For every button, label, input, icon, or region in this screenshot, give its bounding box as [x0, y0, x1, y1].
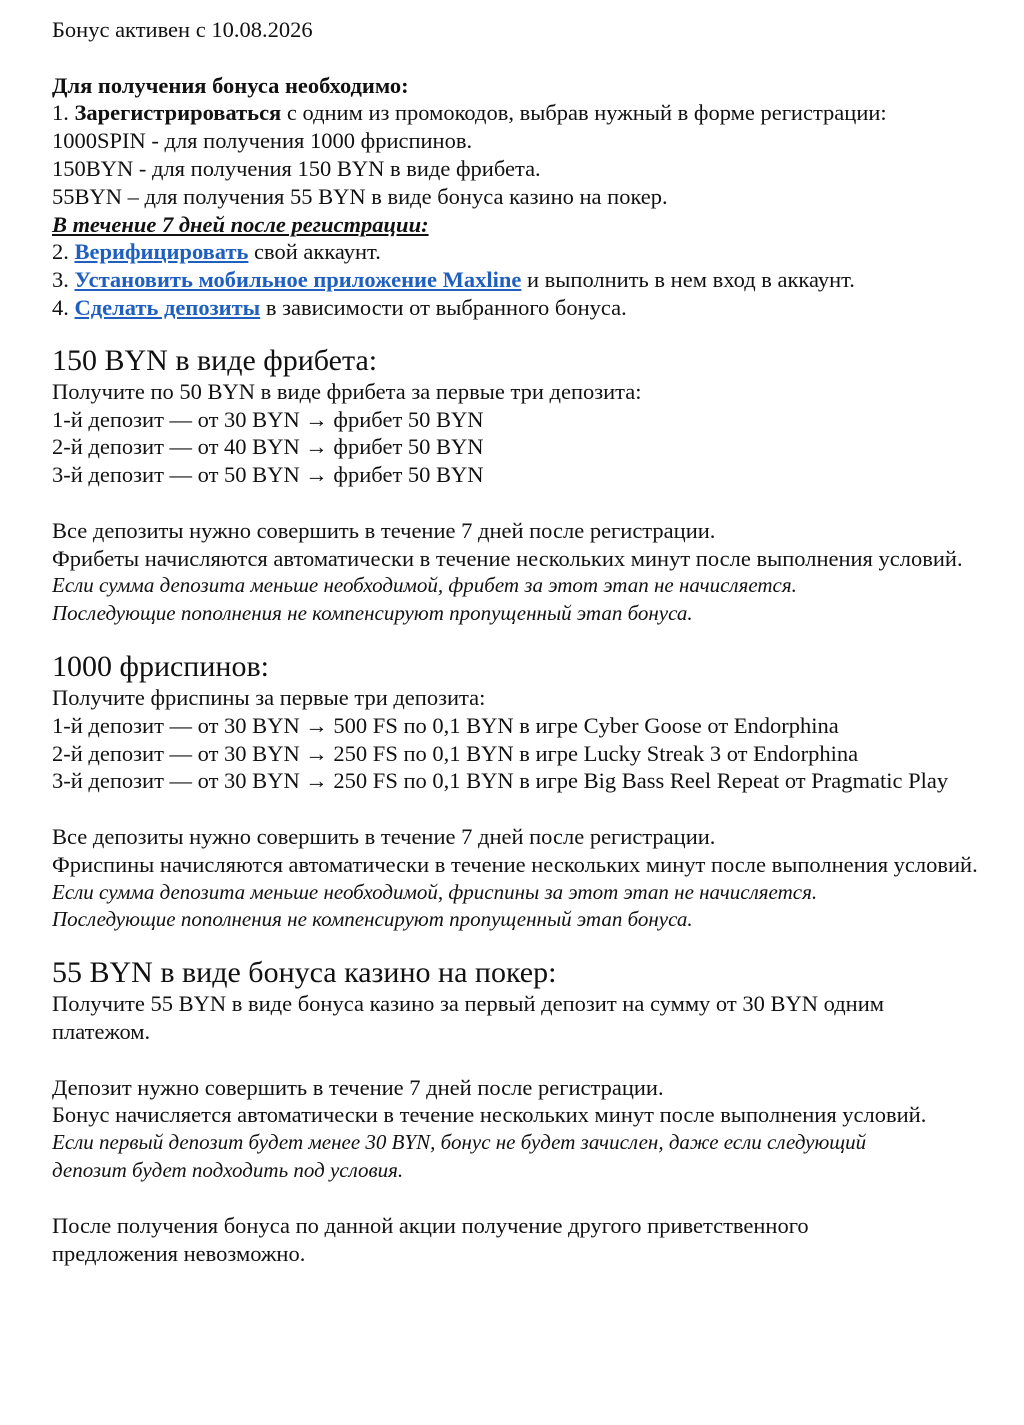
poker-heading: 55 BYN в виде бонуса казино на покер:: [52, 956, 557, 990]
step-2-text: свой аккаунт.: [248, 239, 381, 265]
freespins-tier-3: 3-й депозит — от 30 BYN → 250 FS по 0,1 BYN в игре Big Bass Reel Repeat от Pragmatic Play: [52, 768, 949, 794]
step-2: [52, 238, 982, 266]
step-1-register: Зарегистрироваться: [74, 100, 282, 126]
step-1-number: 1.: [52, 100, 75, 126]
poker-note: Если первый депозит будет менее 30 BYN, бонус не будет зачислен, даже если следующий депозит будет подходить под условия.: [52, 1130, 867, 1182]
freebet-deadline: Все депозиты нужно совершить в течение 7 дней после регистрации.: [52, 517, 716, 543]
make-deposits-link[interactable]: Сделать депозиты: [74, 294, 261, 320]
document-body: [52, 16, 982, 1268]
poker-lead: Получите 55 BYN в виде бонуса казино за первый депозит на сумму от 30 BYN одним платежом.: [52, 991, 884, 1044]
freebet-lead: Получите по 50 BYN в виде фрибета за первые три депозита:: [52, 378, 642, 404]
step-3-text: и выполнить в нем вход в аккаунт.: [521, 267, 855, 293]
step-3-number: 3.: [52, 267, 75, 293]
freebet-heading: 150 BYN в виде фрибета:: [52, 343, 378, 377]
promo-55byn: 55BYN – для получения 55 BYN в виде бонуса казино на покер.: [52, 183, 668, 209]
freebet-tier-2: 2-й депозит — от 40 BYN → фрибет 50 BYN: [52, 434, 484, 460]
step-2-number: 2.: [52, 239, 75, 265]
step-4: [52, 294, 982, 322]
step-1: [52, 99, 982, 127]
install-app-link[interactable]: Установить мобильное приложение Maxline: [74, 267, 522, 293]
bonus-active-date: Бонус активен с 10.08.2026: [52, 17, 313, 42]
freespins-note-2: Последующие пополнения не компенсируют пропущенный этап бонуса.: [52, 907, 693, 932]
freebet-note-1: Если сумма депозита меньше необходимой, фрибет за этот этап не начисляется.: [52, 573, 797, 598]
freebet-note-2: Последующие пополнения не компенсируют пропущенный этап бонуса.: [52, 601, 693, 626]
freebet-tier-1: 1-й депозит — от 30 BYN → фрибет 50 BYN: [52, 406, 484, 432]
freebet-tier-3: 3-й депозит — от 50 BYN → фрибет 50 BYN: [52, 462, 484, 488]
promo-150byn: 150BYN - для получения 150 BYN в виде фрибета.: [52, 155, 541, 181]
poker-auto-credit: Бонус начисляется автоматически в течение нескольких минут после выполнения условий.: [52, 1102, 927, 1128]
requirements-title: Для получения бонуса необходимо:: [52, 72, 409, 98]
poker-deadline: Депозит нужно совершить в течение 7 дней после регистрации.: [52, 1074, 664, 1100]
step-3: [52, 266, 982, 294]
freespins-deadline: Все депозиты нужно совершить в течение 7 дней после регистрации.: [52, 823, 716, 849]
freespins-lead: Получите фриспины за первые три депозита:: [52, 684, 486, 710]
step-1-text: с одним из промокодов, выбрав нужный в форме регистрации:: [281, 100, 887, 126]
step-4-text: в зависимости от выбранного бонуса.: [260, 294, 627, 320]
step-4-number: 4.: [52, 294, 75, 320]
footer-restriction: После получения бонуса по данной акции получение другого приветственного предложения невозможно.: [52, 1213, 809, 1267]
freespins-tier-2: 2-й депозит — от 30 BYN → 250 FS по 0,1 BYN в игре Lucky Streak 3 от Endorphina: [52, 740, 859, 766]
freespins-heading: 1000 фриспинов:: [52, 649, 269, 683]
within-7-days-heading: В течение 7 дней после регистрации:: [52, 211, 429, 237]
freespins-tier-1: 1-й депозит — от 30 BYN → 500 FS по 0,1 BYN в игре Cyber Goose от Endorphina: [52, 712, 839, 738]
freespins-auto-credit: Фриспины начисляются автоматически в течение нескольких минут после выполнения условий.: [52, 851, 978, 877]
freebet-auto-credit: Фрибеты начисляются автоматически в течение нескольких минут после выполнения условий.: [52, 545, 963, 571]
verify-link[interactable]: Верифицировать: [74, 239, 249, 265]
freespins-note-1: Если сумма депозита меньше необходимой, фриспины за этот этап не начисляется.: [52, 879, 818, 904]
promo-1000spin: 1000SPIN - для получения 1000 фриспинов.: [52, 128, 473, 154]
